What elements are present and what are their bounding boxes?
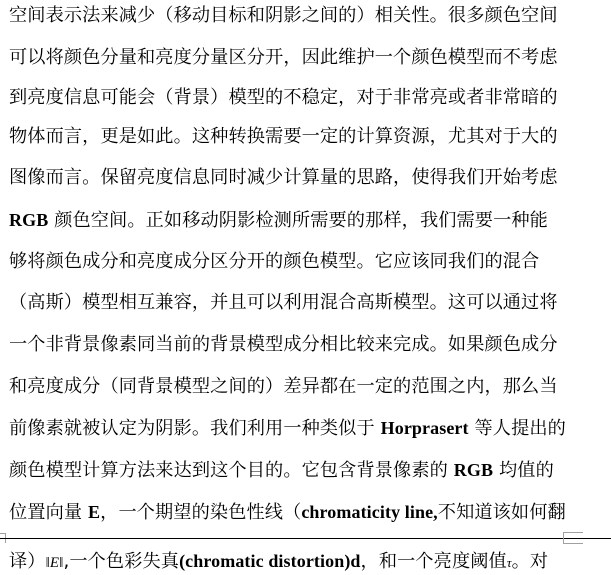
text-line-14 [9, 549, 569, 573]
latin-term: Horprasert [380, 418, 469, 438]
text-line-3 [9, 86, 569, 110]
text-line-1 [9, 4, 569, 28]
text-run: 不知道该如何翻 [437, 502, 566, 523]
text-run: 物体而言，更是如此。这种转换需要一定的计算资源，尤其对于大的 [9, 126, 558, 147]
text-run: 图像而言。保留亮度信息同时减少计算量的思路，使得我们开始考虑 [9, 167, 558, 188]
text-line-6 [9, 208, 569, 232]
latin-term: (chromatic distortion)d [179, 551, 361, 571]
text-line-11 [9, 416, 569, 440]
text-line-4 [9, 125, 569, 149]
text-run: 颜色空间。正如移动阴影检测所需要的那样，我们需要一种能 [48, 210, 548, 231]
text-line-5 [9, 166, 569, 190]
text-run: 均值的 [493, 460, 554, 481]
text-run: 够将颜色成分和亮度成分区分开的颜色模型。它应该同我们的混合 [9, 251, 540, 272]
page-break-line [0, 538, 611, 539]
page-margin-marker-right [563, 532, 583, 544]
text-run: ,一个色彩失真 [63, 551, 180, 572]
text-run: 可以将颜色分量和亮度分量区分开，因此维护一个颜色模型而不考虑 [9, 47, 558, 68]
text-run: 位置向量 [9, 502, 89, 523]
text-run: （高斯）模型相互兼容，并且可以利用混合高斯模型。这可以通过将 [9, 292, 558, 313]
text-run: 前像素就被认定为阴影。我们利用一种类似于 [9, 418, 381, 439]
text-line-13 [9, 500, 569, 524]
latin-term: RGB [453, 460, 494, 480]
text-run: 译） [9, 551, 46, 572]
text-line-7 [9, 250, 569, 274]
latin-term: E [88, 502, 101, 522]
text-run: ，一个期望的染色性线（ [100, 502, 302, 523]
text-line-12 [9, 458, 569, 482]
text-run: 。对 [511, 551, 549, 572]
text-line-2 [9, 46, 569, 70]
text-run: ，和一个亮度阈值 [360, 551, 507, 572]
latin-term: chromaticity line, [301, 502, 438, 522]
text-run: 一个非背景像素同当前的背景模型成分相比较来完成。如果颜色成分 [9, 334, 558, 355]
text-line-9 [9, 333, 569, 357]
text-run: 到亮度信息可能会（背景）模型的不稳定，对于非常亮或者非常暗的 [9, 87, 558, 108]
math-tau: τ [506, 555, 512, 570]
text-run: 空间表示法来减少（移动目标和阴影之间的）相关性。很多颜色空间 [9, 5, 558, 26]
text-run: 颜色模型计算方法来达到这个目的。它包含背景像素的 [9, 460, 454, 481]
text-line-10 [9, 375, 569, 399]
text-run: 等人提出的 [468, 418, 566, 439]
math-norm: ‖E‖ [45, 555, 64, 571]
latin-term: RGB [9, 210, 49, 230]
text-run: 和亮度成分（同背景模型之间的）差异都在一定的范围之内，那么当 [9, 376, 558, 397]
text-line-8 [9, 291, 569, 315]
